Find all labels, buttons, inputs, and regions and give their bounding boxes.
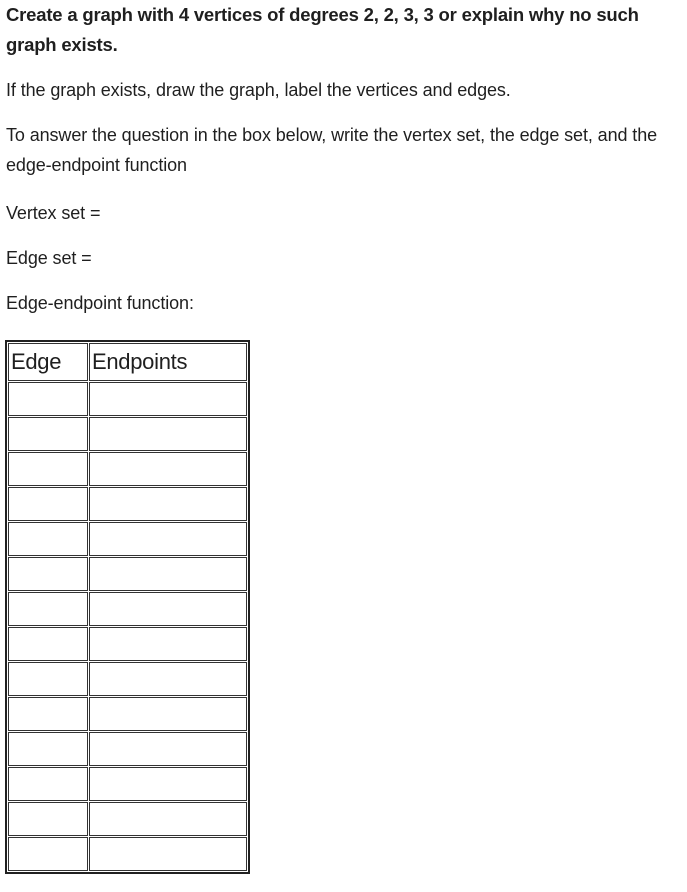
- endpoints-cell[interactable]: [89, 487, 247, 521]
- edge-cell[interactable]: [8, 417, 88, 451]
- endpoints-cell[interactable]: [89, 417, 247, 451]
- edge-cell[interactable]: [8, 382, 88, 416]
- table-row: [8, 522, 247, 556]
- edge-cell[interactable]: [8, 732, 88, 766]
- table-row: [8, 382, 247, 416]
- edge-endpoint-table: [5, 340, 250, 874]
- table-header-row: [8, 343, 247, 381]
- table-row: [8, 732, 247, 766]
- answer-instruction: To answer the question in the box below, write the vertex set, the edge set, and the edge-endpoint function: [6, 125, 658, 175]
- endpoints-cell[interactable]: [89, 732, 247, 766]
- edge-cell[interactable]: [8, 487, 88, 521]
- edge-cell[interactable]: [8, 767, 88, 801]
- question-content: [6, 0, 684, 318]
- edge-cell[interactable]: [8, 697, 88, 731]
- endpoints-cell[interactable]: [89, 802, 247, 836]
- edge-cell[interactable]: [8, 662, 88, 696]
- table-row: [8, 662, 247, 696]
- table-row: [8, 767, 247, 801]
- edge-endpoint-label: Edge-endpoint function:: [6, 293, 194, 313]
- table-row: [8, 837, 247, 871]
- table-row: [8, 487, 247, 521]
- table-row: [8, 697, 247, 731]
- endpoints-cell[interactable]: [89, 382, 247, 416]
- table-row: [8, 417, 247, 451]
- table-row: [8, 557, 247, 591]
- edge-cell[interactable]: [8, 837, 88, 871]
- edge-cell[interactable]: [8, 557, 88, 591]
- endpoints-cell[interactable]: [89, 697, 247, 731]
- endpoints-cell[interactable]: [89, 662, 247, 696]
- edge-set-label: Edge set =: [6, 248, 92, 268]
- edge-column-header: Edge: [8, 343, 88, 381]
- table-row: [8, 592, 247, 626]
- endpoints-cell[interactable]: [89, 522, 247, 556]
- endpoints-column-header: Endpoints: [89, 343, 247, 381]
- draw-instruction: If the graph exists, draw the graph, label the vertices and edges.: [6, 80, 511, 100]
- table-row: [8, 802, 247, 836]
- endpoints-cell[interactable]: [89, 627, 247, 661]
- table-row: [8, 627, 247, 661]
- edge-cell[interactable]: [8, 452, 88, 486]
- table-row: [8, 452, 247, 486]
- endpoints-cell[interactable]: [89, 557, 247, 591]
- endpoints-cell[interactable]: [89, 452, 247, 486]
- endpoints-cell[interactable]: [89, 837, 247, 871]
- endpoints-cell[interactable]: [89, 592, 247, 626]
- edge-cell[interactable]: [8, 522, 88, 556]
- edge-cell[interactable]: [8, 627, 88, 661]
- table-body: [8, 382, 247, 871]
- edge-cell[interactable]: [8, 592, 88, 626]
- edge-cell[interactable]: [8, 802, 88, 836]
- endpoints-cell[interactable]: [89, 767, 247, 801]
- vertex-set-label: Vertex set =: [6, 203, 101, 223]
- question-title: Create a graph with 4 vertices of degrees 2, 2, 3, 3 or explain why no such graph exists.: [6, 4, 639, 55]
